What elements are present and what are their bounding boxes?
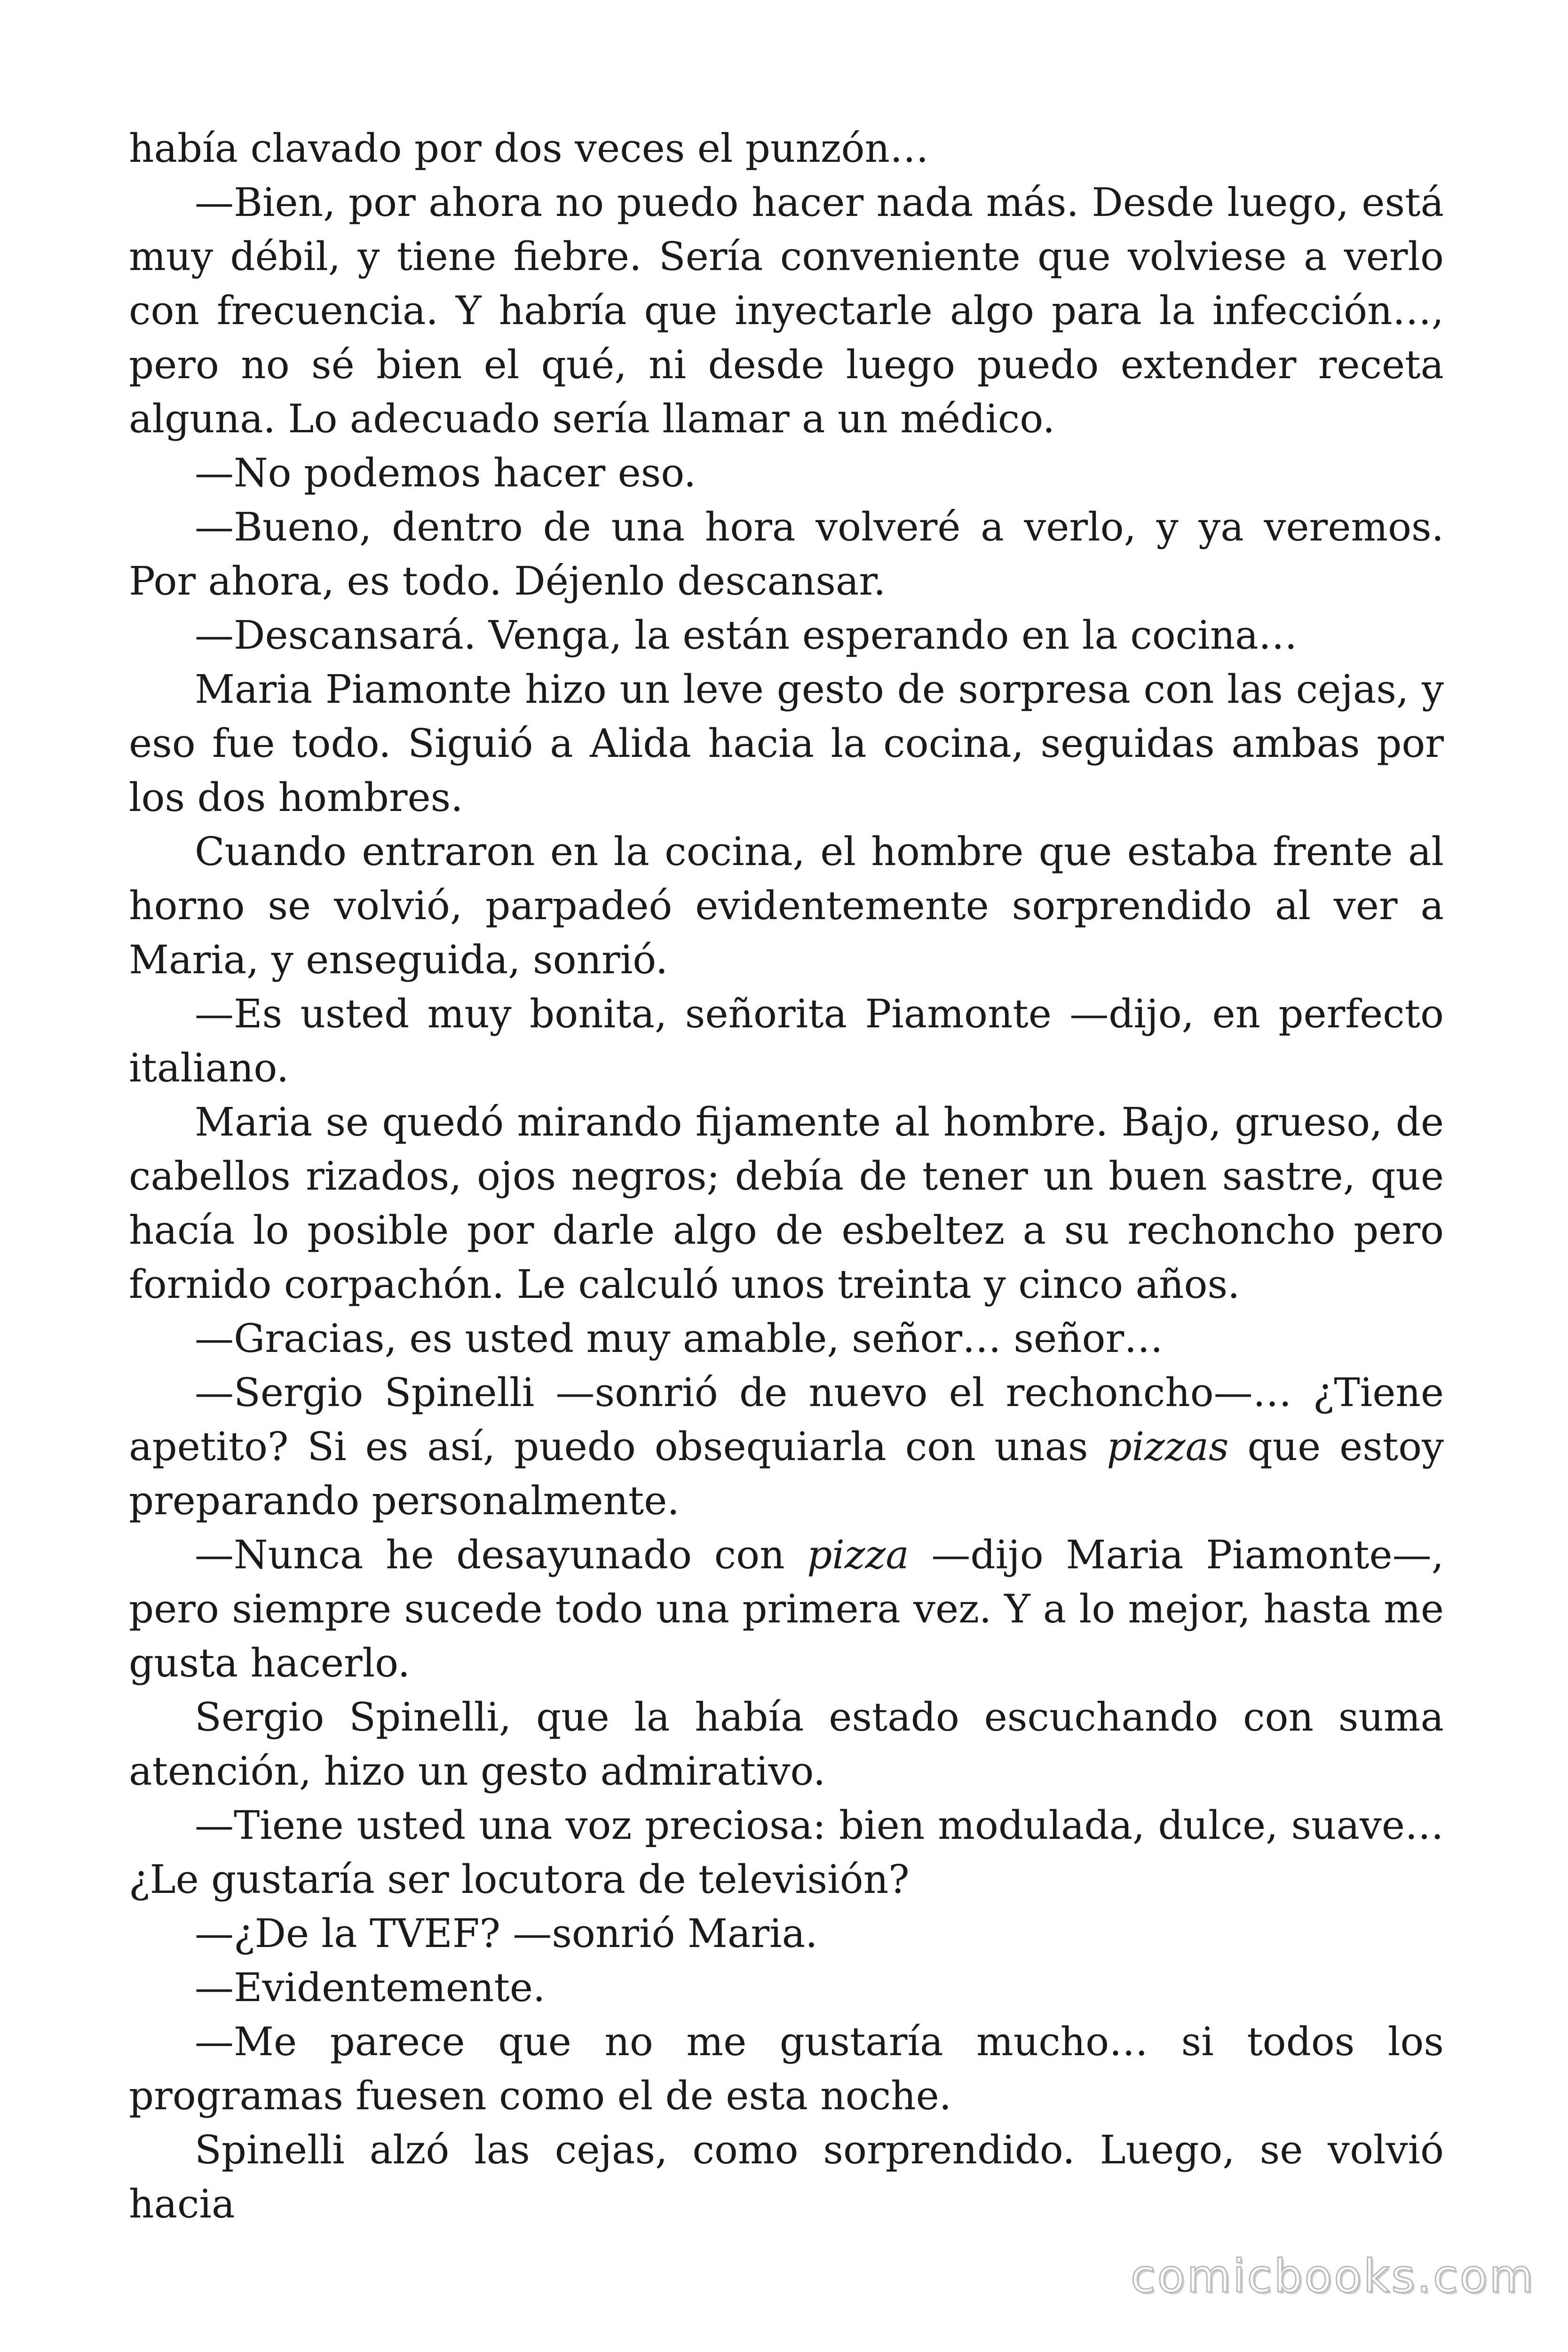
text-run: Maria Piamonte hizo un leve gesto de sorpresa con las cejas, y eso fue todo. Siguió a Alida hacia la cocina, seguidas ambas por los dos hombres. — [129, 667, 1444, 820]
paragraph — [129, 175, 1444, 446]
text-run: —No podemos hacer eso. — [195, 450, 697, 496]
text-run: —¿De la TVEF? —sonrió Maria. — [195, 1911, 818, 1956]
paragraph — [129, 1907, 1444, 1961]
text-run: —Nunca he desayunado con — [195, 1532, 808, 1578]
text-run: —Bueno, dentro de una hora volveré a verlo, y ya veremos. Por ahora, es todo. Déjenlo descansar. — [129, 504, 1444, 604]
paragraph — [129, 500, 1444, 608]
paragraph — [129, 121, 1444, 175]
text-run: que estoy preparando personalmente. — [129, 1424, 1444, 1524]
paragraph — [129, 446, 1444, 500]
paragraph — [129, 1690, 1444, 1798]
text-run: Maria se quedó mirando fijamente al hombre. Bajo, grueso, de cabellos rizados, ojos negros; debía de tener un buen sastre, que hacía lo posible por darle algo de esbeltez a su rechoncho pero fornido corpachón. Le calculó unos treinta y cinco años. — [129, 1099, 1444, 1307]
text-run: —Sergio Spinelli —sonrió de nuevo el rechoncho—… ¿Tiene apetito? Si es así, puedo obsequiarla con unas — [129, 1370, 1444, 1470]
paragraph — [129, 2123, 1444, 2231]
book-page-body — [129, 121, 1444, 2231]
paragraph — [129, 1311, 1444, 1366]
site-watermark: comicbooks.com — [1130, 2250, 1535, 2303]
italic-word: pizzas — [1107, 1424, 1229, 1470]
paragraph — [129, 987, 1444, 1095]
text-run: —dijo Maria Piamonte—, pero siempre sucede todo una primera vez. Y a lo mejor, hasta me gusta hacerlo. — [129, 1532, 1444, 1686]
text-run: —Es usted muy bonita, señorita Piamonte —dijo, en perfecto italiano. — [129, 991, 1444, 1091]
paragraph — [129, 1798, 1444, 1907]
paragraph — [129, 1961, 1444, 2015]
text-run: —Gracias, es usted muy amable, señor… señor… — [195, 1316, 1164, 1361]
paragraph — [129, 662, 1444, 825]
text-run: Sergio Spinelli, que la había estado escuchando con suma atención, hizo un gesto admirativo. — [129, 1694, 1444, 1794]
paragraph — [129, 1366, 1444, 1528]
paragraph — [129, 2015, 1444, 2123]
italic-word: pizza — [807, 1532, 909, 1578]
text-run: Cuando entraron en la cocina, el hombre que estaba frente al horno se volvió, parpadeó evidentemente sorprendido al ver a Maria, y enseguida, sonrió. — [129, 829, 1444, 983]
paragraph — [129, 608, 1444, 662]
paragraph — [129, 825, 1444, 987]
text-run: Spinelli alzó las cejas, como sorprendido. Luego, se volvió hacia — [129, 2127, 1444, 2227]
text-run: —Tiene usted una voz preciosa: bien modulada, dulce, suave… ¿Le gustaría ser locutora de televisión? — [129, 1803, 1444, 1902]
paragraph — [129, 1528, 1444, 1690]
text-run: —Evidentemente. — [195, 1965, 546, 2010]
text-run: —Descansará. Venga, la están esperando en la cocina… — [195, 612, 1298, 658]
text-run: —Me parece que no me gustaría mucho… si todos los programas fuesen como el de esta noche. — [129, 2019, 1444, 2119]
text-run: había clavado por dos veces el punzón… — [129, 126, 929, 171]
text-run: —Bien, por ahora no puedo hacer nada más. Desde luego, está muy débil, y tiene fiebre. Sería conveniente que volviese a verlo con frecuencia. Y habría que inyectarle algo para la infección…, pero no sé bien el qué, ni desde luego puedo extender receta alguna. Lo adecuado sería llamar a un médico. — [129, 180, 1444, 442]
paragraph — [129, 1095, 1444, 1311]
